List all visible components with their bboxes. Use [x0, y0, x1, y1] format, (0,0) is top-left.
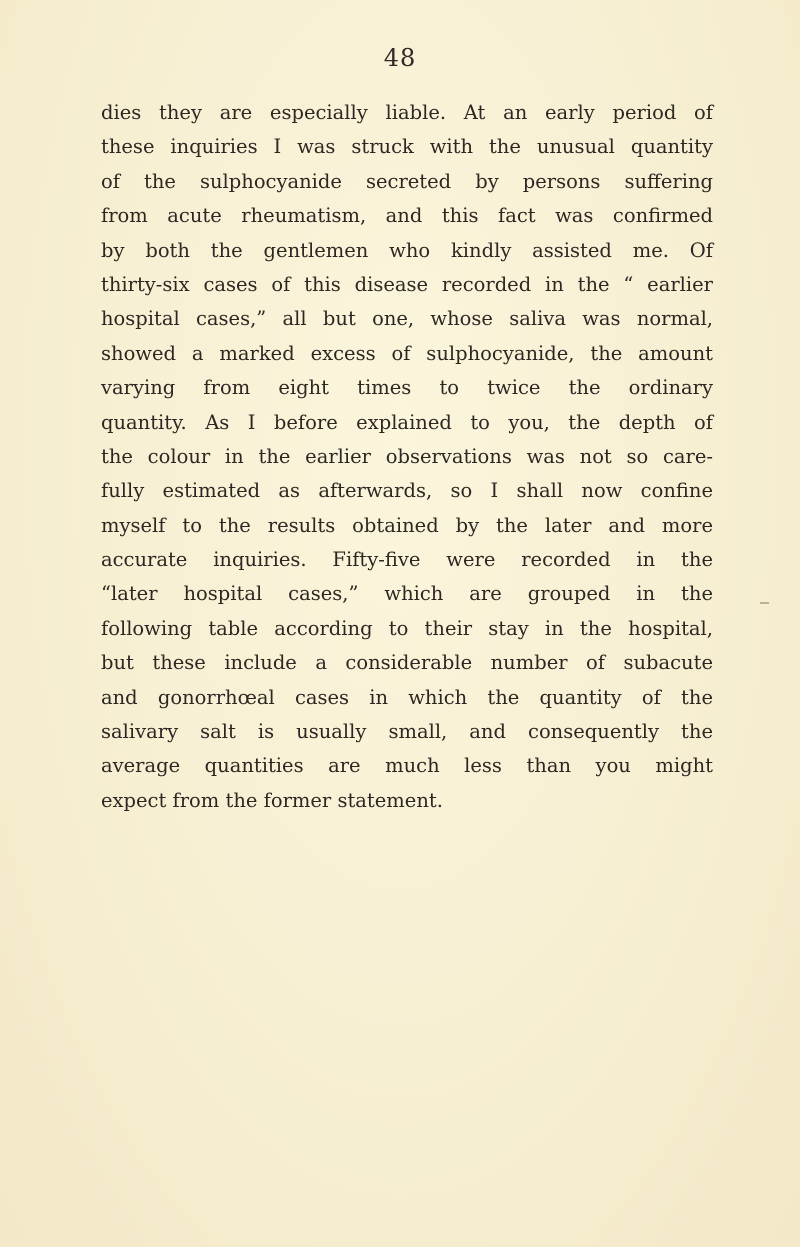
text-line: salivary salt is usually small, and consequently the [101, 720, 713, 744]
text-line: hospital cases,” all but one, whose saliva was normal, [101, 307, 713, 331]
text-line: average quantities are much less than you might [101, 754, 713, 778]
text-line: fully estimated as afterwards, so I shall now confine [101, 479, 713, 503]
text-line: “later hospital cases,” which are grouped in the [101, 582, 713, 606]
text-line: the colour in the earlier observations was not so care- [101, 444, 713, 468]
text-line: thirty-six cases of this disease recorded in the “ earlier [101, 272, 713, 296]
text-line: from acute rheumatism, and this fact was confirmed [101, 204, 713, 228]
body-paragraph [101, 96, 713, 818]
page-number: 48 [383, 44, 417, 72]
text-line: quantity. As I before explained to you, the depth of [101, 410, 713, 434]
text-line: of the sulphocyanide secreted by persons suffering [101, 169, 713, 193]
text-line: showed a marked excess of sulphocyanide, the amount [101, 341, 713, 365]
text-line: but these include a considerable number of subacute [101, 651, 713, 675]
text-line: dies they are especially liable. At an early period of [101, 101, 713, 124]
text-line: following table according to their stay in the hospital, [101, 616, 713, 640]
text-line: myself to the results obtained by the later and more [101, 513, 713, 537]
margin-mark [760, 602, 769, 604]
text-line: varying from eight times to twice the ordinary [101, 376, 713, 400]
text-line: and gonorrhœal cases in which the quantity of the [101, 685, 713, 709]
text-line: accurate inquiries. Fifty-five were recorded in the [101, 548, 713, 572]
text-line: by both the gentlemen who kindly assisted me. Of [101, 238, 713, 262]
text-line: these inquiries I was struck with the unusual quantity [101, 135, 713, 159]
text-line-last: expect from the former statement. [101, 788, 443, 812]
